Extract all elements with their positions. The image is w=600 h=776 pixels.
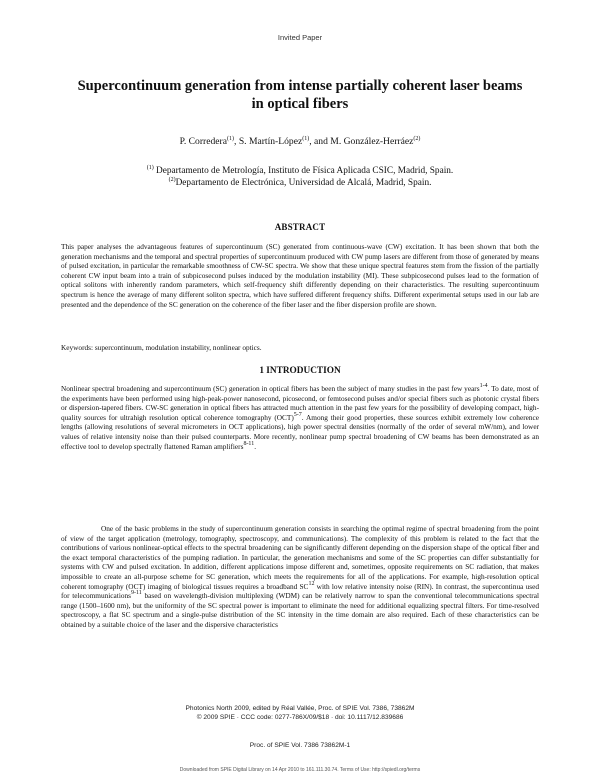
citation: 12 [308,580,315,587]
text-run: . [254,441,257,451]
abstract-heading: ABSTRACT [274,222,326,232]
intro-paragraph-1 [61,384,539,451]
author-separator: , and [309,136,331,147]
author-affil-marker: (2) [413,136,421,142]
footer-copyright: © 2009 SPIE · CCC code: 0277-786X/09/$18 · doi: 10.1117/12.839686 [196,713,404,721]
author-affil-marker: (1) [302,136,310,142]
text-run: Nonlinear spectral broadening and supercontinuum (SC) generation in optical fibers has been the subject of many studies in the past few years [61,384,480,393]
keywords: Keywords: supercontinuum, modulation instability, nonlinear optics. [61,343,262,352]
text-run: based on wavelength-division multiplexing (WDM) can be relatively narrow to span the conventional telecommunications spectral range (1500–1600 nm), but the uniformity of the SC spectral power is important to eliminate the need for additional equalizing spectral filters. For time-resolved spectroscopy, a flat SC spectrum and a single-pulse distribution of the SC intensity in the time domain are also required. Each of these characteristics can be obtained by a suitable choice of the laser and the dispersive characteristics [61,591,539,629]
citation: 8-11 [243,440,255,447]
page-number: Proc. of SPIE Vol. 7386 73862M-1 [249,742,351,749]
affiliations [0,165,600,189]
text-run: with low relative intensity noise (RIN). In contrast, the supercontinua used for telecommunications [61,581,539,601]
citation: 1-4 [479,383,488,389]
section-heading-introduction: 1 INTRODUCTION [259,366,341,376]
affiliation-line [0,177,600,189]
author-name: M. González-Herráez [330,136,414,147]
author-separator: , [234,136,239,147]
publication-footer [0,705,600,722]
author-name: P. Corredera [179,136,228,147]
author-affil-marker: (1) [227,136,235,142]
paper-title: Supercontinuum generation from intense partially coherent laser beams in optical fibers [77,78,523,112]
text-run: . To date, most of the experiments have been performed using high-peak-power nanosecond, picosecond, or femtosecond pulses and/or special fibers such as photonic crystal fibers or dispersion-tapered fibers. CW-SC generation in optical fibers has attracted much attention in the past few years for the possibility of developing compact, high-quality sources for ultrahigh resolution optical coherence tomography (OCT) [61,384,539,422]
affiliation-text: Departamento de Electrónica, Universidad de Alcalá, Madrid, Spain. [175,178,432,188]
citation: 5-7 [293,411,302,418]
author-name: S. Martín-López [238,136,303,147]
abstract-text: This paper analyses the advantageous features of supercontinuum (SC) generated from continuous-wave (CW) excitation. It has been shown that both the generation mechanisms and the temporal and spectral properties of supercontinuum produced with CW pump lasers are different from those of generated by means of pulsed excitation, in particular the remarkable smoothness of CW-SC spectra. We show that these unique spectral features stem from the fission of the partially coherent CW input beam into a train of subpicosecond pulses induced by the modulation instability (MI). These subpicosecond pulses lead to the formation of optical solitons with inherently random parameters, which self-frequency shift differently depending on their characteristics. The resulting supercontinuum spectrum is hence the average of many different soliton spectra, which have suffered different frequency shifts. Different experimental setups used in our lab are presented and the dependence of the SC generation on the coherence of the fiber laser and the fiber dispersion profile are shown. [61,242,539,309]
download-notice: Downloaded from SPIE Digital Library on 14 Apr 2010 to 161.111.30.74. Terms of Use: http://spiedl.org/terms [179,767,421,773]
text-run: One of the basic problems in the study of supercontinuum generation consists in searching the optimal regime of spectral broadening from the point of view of the target application (metrology, tomography, spectroscopy, and communications). The complexity of this problem is related to the fact that the contributions of various nonlinear-optical effects to the spectral broadening can be significantly different depending on the dispersion shape of the optical fiber and the exact temporal characteristics of the pumping radiation. In particular, the generation mechanisms and some of the SC properties can differ substantially for systems with CW and pulsed excitation. In addition, different applications impose different and, sometimes, opposite requirements on SC radiation, that makes impossible to create an all-purpose scheme for SC generation, which meets the requirements for all of the applications. For example, high-resolution optical coherent tomography (OCT) imaging of biological tissues requires a broadband SC [61,524,539,591]
text-run: . Among their good properties, these sources exhibit extremely low coherence lengths (allowing resolutions of several micrometers in OCT applications), high power spectral densities (normally of the order of several mW/nm), and lower values of relative intensity noise than their pulsed counterparts. More recently, nonlinear pump spectral broadening of CW beams has been demonstrated as an effective tool to develop spectrally flattened Raman amplifiers [61,412,539,451]
affiliation-line [0,165,600,177]
invited-paper-label: Invited Paper [277,33,323,42]
affiliation-text: Departamento de Metrología, Instituto de Física Aplicada CSIC, Madrid, Spain. [153,166,454,176]
author-list [0,136,600,147]
intro-paragraph-2 [61,524,539,630]
affil-marker: (1) [146,165,154,171]
footer-citation: Photonics North 2009, edited by Réal Vallée, Proc. of SPIE Vol. 7386, 73862M [185,705,415,712]
citation: 9-11 [130,590,142,597]
affil-marker: (2) [168,177,176,183]
